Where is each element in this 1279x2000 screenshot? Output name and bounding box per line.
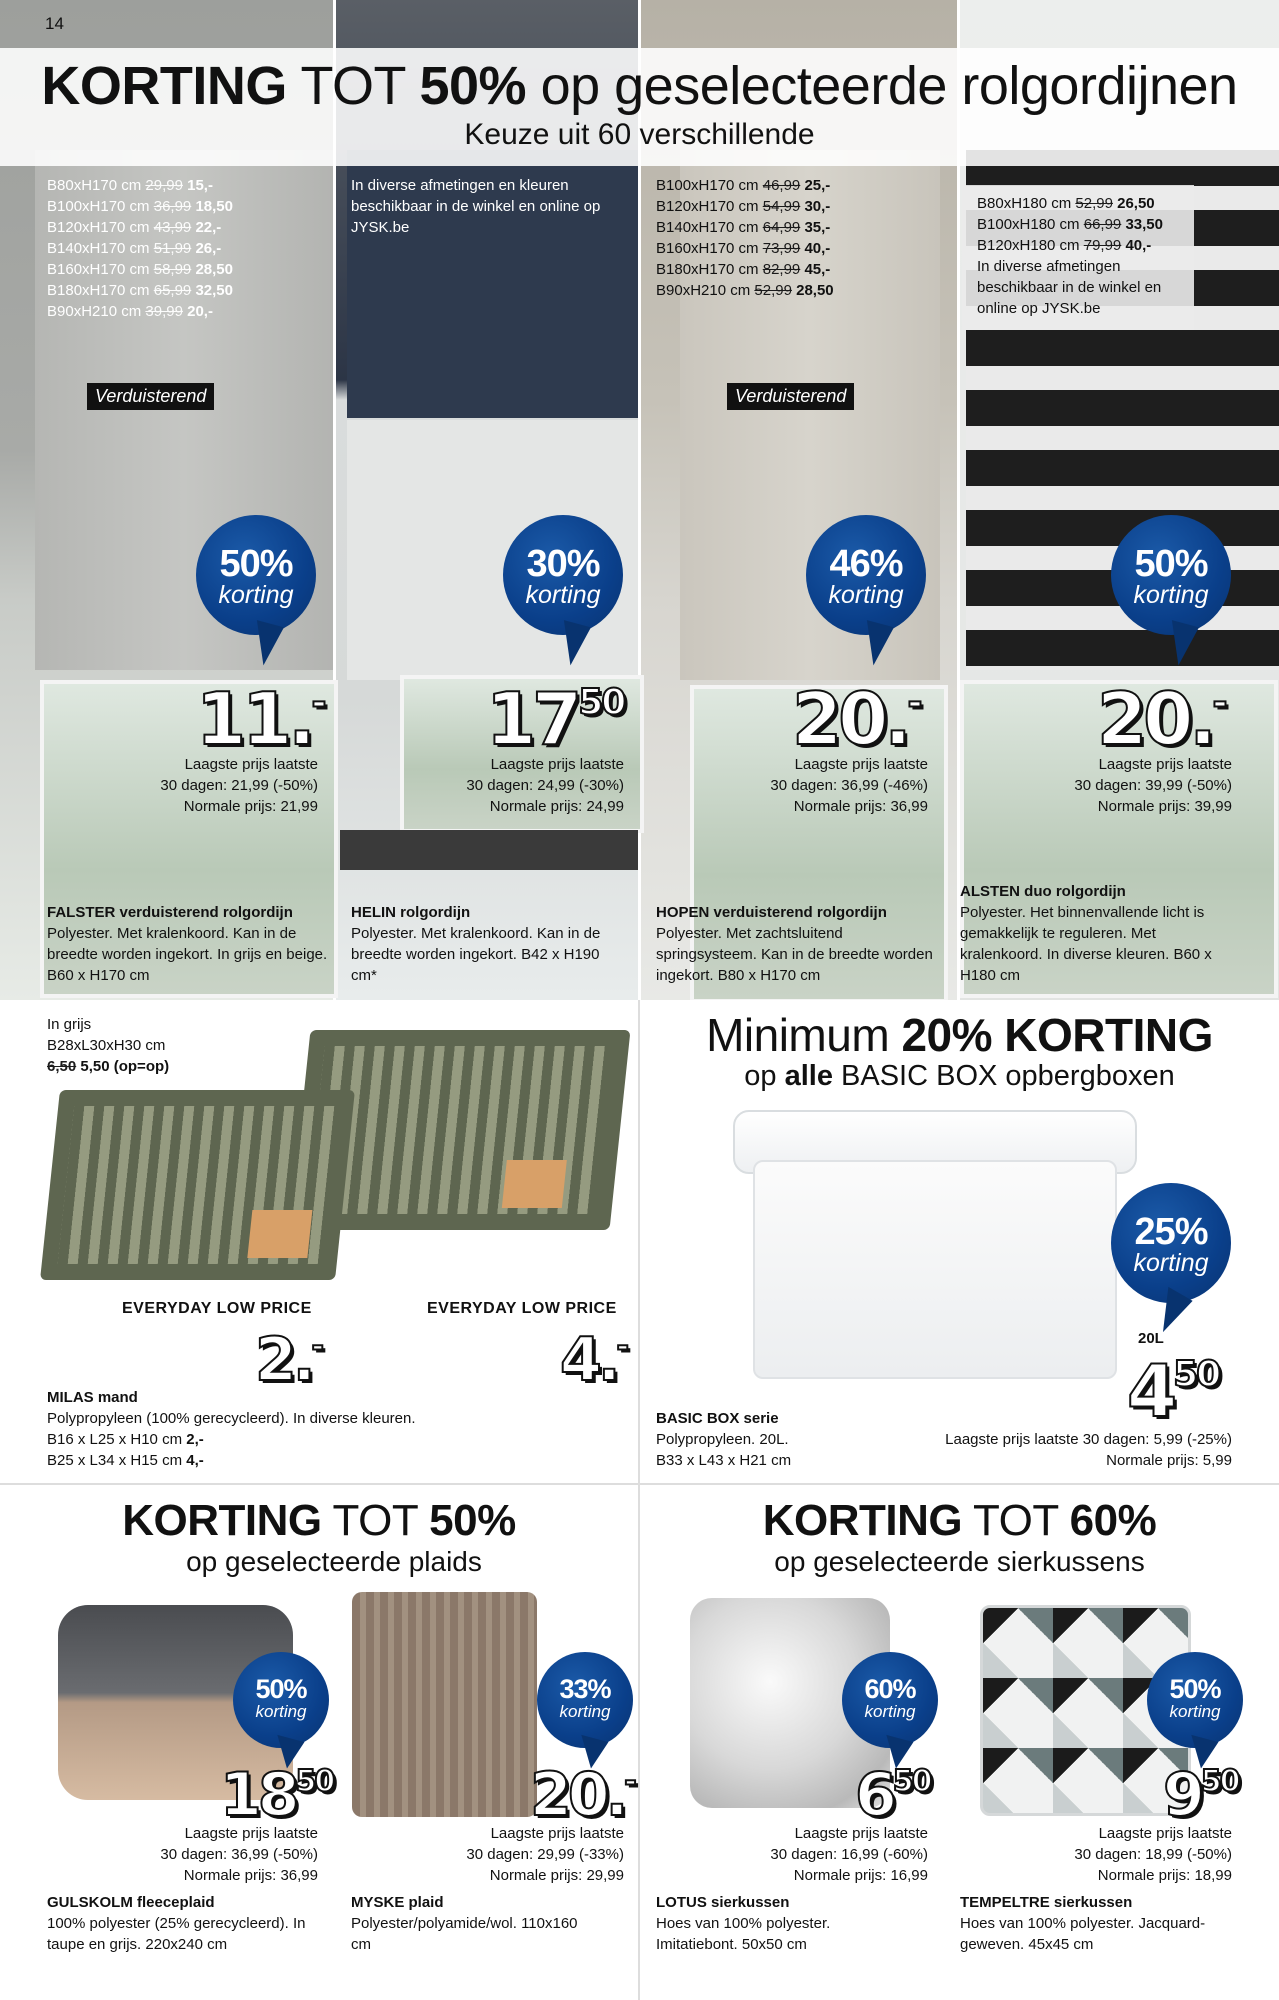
alsten-description: ALSTEN duo rolgordijn Polyester. Het binnenvallende licht is gemakkelijk te reguleren. Met kralenkoord. In diverse kleuren. B60 x H180 cm (960, 883, 1212, 984)
tempeltre-reference-price: Laagste prijs laatste 30 dagen: 18,99 (-50%) Normale prijs: 18,99 (1074, 1825, 1232, 1884)
alsten-discount-badge: 50% korting (1111, 515, 1231, 635)
size-row: B120xH170 cm 43,99 22,- (47, 219, 222, 236)
size-row: B140xH170 cm 51,99 26,- (47, 240, 222, 257)
basicbox-description: BASIC BOX serie Polypropyleen. 20L. B33 x L43 x H21 cm (656, 1410, 792, 1469)
milas-price-small: 2.- (255, 1325, 322, 1395)
lotus-discount-badge: 60% korting (842, 1652, 938, 1748)
myske-price: 20.- (530, 1760, 635, 1830)
tempeltre-description: TEMPELTRE sierkussen Hoes van 100% polyester. Jacquard-geweven. 45x45 cm (960, 1894, 1206, 1953)
basicbox-headline: Minimum 20% KORTING (706, 1009, 1213, 1061)
helin-reference-price: Laagste prijs laatste 30 dagen: 24,99 (-30%) Normale prijs: 24,99 (466, 756, 624, 815)
basicbox-reference-price: Laagste prijs laatste 30 dagen: 5,99 (-25%) Normale prijs: 5,99 (945, 1431, 1232, 1469)
plaids-headline: KORTING TOT 50% (122, 1496, 516, 1545)
size-row: B160xH170 cm 73,99 40,- (656, 240, 831, 257)
hopen-description: HOPEN verduisterend rolgordijn Polyester. Met zachtsluitend springsysteem. Kan in de breedte worden ingekort. B80 x H170 cm (656, 904, 933, 984)
lotus-reference-price: Laagste prijs laatste 30 dagen: 16,99 (-60%) Normale prijs: 16,99 (770, 1825, 928, 1884)
lotus-price: $6^{50}$ (855, 1760, 931, 1830)
lotus-description: LOTUS sierkussen Hoes van 100% polyester. Imitatiebont. 50x50 cm (656, 1894, 831, 1953)
size-row: B80xH170 cm 29,99 15,- (47, 177, 213, 194)
falster-discount-badge: 50% korting (196, 515, 316, 635)
gulskolm-price: $18^{50}$ (220, 1760, 334, 1830)
basicbox-image (753, 1160, 1117, 1379)
alsten-size-list (977, 193, 1182, 319)
myske-description: MYSKE plaid Polyester/polyamide/wol. 110x160 cm (351, 1894, 578, 1953)
size-row: B90xH210 cm 39,99 20,- (47, 303, 213, 320)
hopen-reference-price: Laagste prijs laatste 30 dagen: 36,99 (-46%) Normale prijs: 36,99 (770, 756, 928, 815)
everyday-low-price-label: EVERYDAY LOW PRICE (427, 1300, 617, 1317)
myske-plaid-image (352, 1592, 537, 1817)
alsten-info: In diverse afmetingen beschikbaar in de winkel en online op JYSK.be (977, 258, 1162, 317)
milas-price-large: 4.- (560, 1325, 627, 1395)
falster-size-list (47, 175, 233, 322)
milas-basket-small-image (40, 1090, 355, 1280)
size-row: B180xH170 cm 65,99 32,50 (47, 282, 233, 299)
hero-title: KORTING TOT 50% op geselecteerde rolgordijnen (41, 56, 1238, 116)
size-row: B140xH170 cm 64,99 35,- (656, 219, 831, 236)
milas-info: In grijs B28xL30xH30 cm 6,50 5,50 (op=op) (47, 1016, 170, 1075)
hopen-blackout-tag: Verduisterend (727, 383, 854, 410)
tempeltre-discount-badge: 50% korting (1147, 1652, 1243, 1748)
hopen-price: 20.- (792, 677, 921, 761)
size-row: B100xH170 cm 46,99 25,- (656, 177, 831, 194)
falster-price: 11.- (196, 677, 325, 761)
helin-discount-badge: 30% korting (503, 515, 623, 635)
alsten-reference-price: Laagste prijs laatste 30 dagen: 39,99 (-50%) Normale prijs: 39,99 (1074, 756, 1232, 815)
window-sill (340, 830, 638, 870)
page-number: 14 (45, 14, 64, 33)
gulskolm-description: GULSKOLM fleeceplaid 100% polyester (25% gerecycleerd). In taupe en grijs. 220x240 cm (47, 1894, 306, 1953)
basicbox-subheadline: op alle BASIC BOX opbergboxen (744, 1060, 1175, 1092)
row-divider (0, 1483, 1279, 1485)
alsten-price: 20.- (1097, 677, 1226, 761)
hopen-size-list (656, 175, 834, 301)
gulskolm-reference-price: Laagste prijs laatste 30 dagen: 36,99 (-50%) Normale prijs: 36,99 (160, 1825, 318, 1884)
basicbox-volume: 20L (1138, 1330, 1164, 1347)
size-row: B120xH170 cm 54,99 30,- (656, 198, 831, 215)
basicbox-discount-badge: 25% korting (1111, 1183, 1231, 1303)
myske-reference-price: Laagste prijs laatste 30 dagen: 29,99 (-33%) Normale prijs: 29,99 (466, 1825, 624, 1884)
helin-info: In diverse afmetingen en kleuren beschikbaar in de winkel en online op JYSK.be (351, 177, 601, 236)
myske-discount-badge: 33% korting (537, 1652, 633, 1748)
basicbox-price: $4^{50}$ (1127, 1349, 1220, 1433)
helin-description: HELIN rolgordijn Polyester. Met kralenkoord. Kan in de breedte worden ingekort. B42 x H190 cm* (351, 904, 601, 984)
falster-description: FALSTER verduisterend rolgordijn Polyester. Met kralenkoord. Kan in de breedte worden ingekort. In grijs en beige. B60 x H170 cm (47, 904, 328, 984)
tempeltre-price: $9^{50}$ (1163, 1760, 1239, 1830)
size-row: B100xH180 cm 66,99 33,50 (977, 216, 1163, 233)
size-row: B100xH170 cm 36,99 18,50 (47, 198, 233, 215)
size-row: B160xH170 cm 58,99 28,50 (47, 261, 233, 278)
falster-reference-price: Laagste prijs laatste 30 dagen: 21,99 (-50%) Normale prijs: 21,99 (160, 756, 318, 815)
everyday-low-price-label: EVERYDAY LOW PRICE (122, 1300, 312, 1317)
hero-subtitle: Keuze uit 60 verschillende (464, 118, 815, 151)
plaids-subheadline: op geselecteerde plaids (186, 1546, 482, 1577)
helin-price: $17^{50}$ (486, 677, 625, 761)
milas-description: MILAS mand Polypropyleen (100% gerecycleerd). In diverse kleuren. B16 x L25 x H10 cm 2,- B25 x L34 x H15 cm 4,- (47, 1389, 416, 1469)
cushions-subheadline: op geselecteerde sierkussens (774, 1546, 1145, 1577)
size-row: B90xH210 cm 52,99 28,50 (656, 282, 834, 299)
size-row: B180xH170 cm 82,99 45,- (656, 261, 831, 278)
cushions-headline: KORTING TOT 60% (762, 1496, 1157, 1545)
gulskolm-discount-badge: 50% korting (233, 1652, 329, 1748)
falster-blackout-tag: Verduisterend (87, 383, 214, 410)
size-row: B80xH180 cm 52,99 26,50 (977, 195, 1155, 212)
size-row: B120xH180 cm 79,99 40,- (977, 237, 1152, 254)
hopen-discount-badge: 46% korting (806, 515, 926, 635)
